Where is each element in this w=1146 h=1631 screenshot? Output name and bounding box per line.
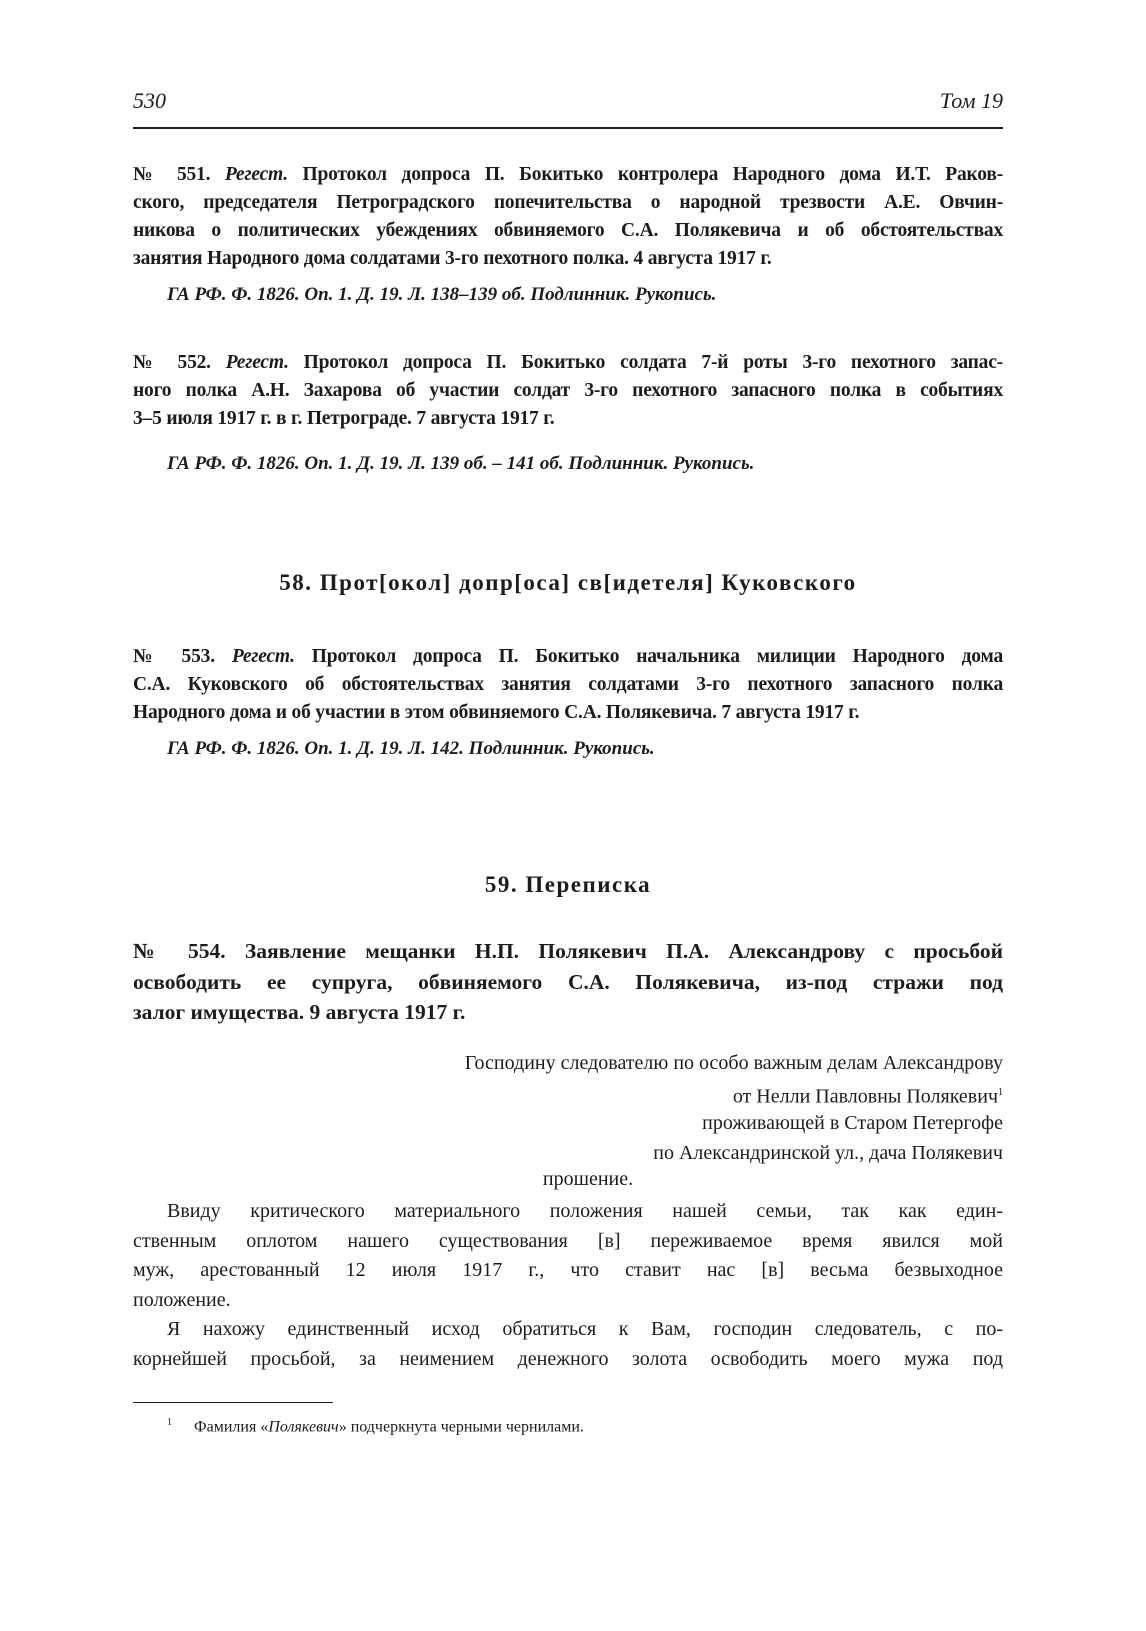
running-header-volume: Том 19: [939, 88, 1003, 113]
section-heading-59: 59. Переписка: [484, 872, 652, 897]
section-heading-58: 58. Прот[окол] допр[оса] св[идетеля] Куковского: [279, 570, 857, 595]
petition-label: прошение.: [542, 1168, 634, 1190]
address-block: Господину следователю по особо важным делам Александрову от Нелли Павловны Полякевич$^1$ проживающей в Старом Петергофе по Александринской ул., дача Полякевич: [464, 1052, 1003, 1164]
footnote: $^1$ Фамилия «Полякевич» подчеркнута черными чернилами.: [167, 1417, 584, 1436]
page-number: 530: [133, 88, 166, 113]
header-rule: [133, 127, 1003, 129]
regest-552: № 552. Регест. Протокол допроса П. Бокитько солдата 7-й роты 3-го пехотного запас- ного полка А.Н. Захарова об участии солдат 3-го пехотного запасного полка в событиях 3–5 июля 1917 г. в г. Петрограде. 7 августа 1917 г.: [133, 352, 1003, 429]
regest-553: № 553. Регест. Протокол допроса П. Бокитько начальника милиции Народного дома С.А. Куковского об обстоятельствах занятия солдатами 3-го пехотного запасного полка Народного дома и об участии в этом обвиняемого С.А. Полякевича. 7 августа 1917 г.: [133, 646, 1003, 723]
footnote-ref[interactable]: 1: [998, 1087, 1003, 1098]
archive-ref-553: ГА РФ. Ф. 1826. Оп. 1. Д. 19. Л. 142. Подлинник. Рукопись.: [167, 738, 655, 759]
regest-551: № 551. Регест. Протокол допроса П. Бокитько контролера Народного дома И.Т. Раков- ского, председателя Петроградского попечительства о народной трезвости А.Е. Овчин- никова о политических убеждениях обвиняемого С.А. Полякевича и об обстоятельствах занятия Народного дома солдатами 3-го пехотного полка. 4 августа 1917 г.: [133, 164, 1003, 269]
petition-body: Ввиду критического материального положения нашей семьи, так как един- ственным оплотом нашего существования [в] переживаемое время явился мой муж, арестованный 12 июля 1917 г., что ставит нас [в] весьма безвыходное положение. Я нахожу единственный исход обратиться к Вам, господин следователь, с по- корнейшей просьбой, за неимением денежного золота освободить моего мужа под: [133, 1200, 1003, 1370]
archive-ref-551: ГА РФ. Ф. 1826. Оп. 1. Д. 19. Л. 138–139 об. Подлинник. Рукопись.: [167, 284, 717, 305]
document-554-title: № 554. Заявление мещанки Н.П. Полякевич П.А. Александрову с просьбой освободить ее супруга, обвиняемого С.А. Полякевича, из-под стражи под залог имущества. 9 августа 1917 г.: [133, 939, 1003, 1024]
archive-ref-552: ГА РФ. Ф. 1826. Оп. 1. Д. 19. Л. 139 об. – 141 об. Подлинник. Рукопись.: [167, 453, 755, 474]
footnote-rule: [133, 1402, 333, 1403]
